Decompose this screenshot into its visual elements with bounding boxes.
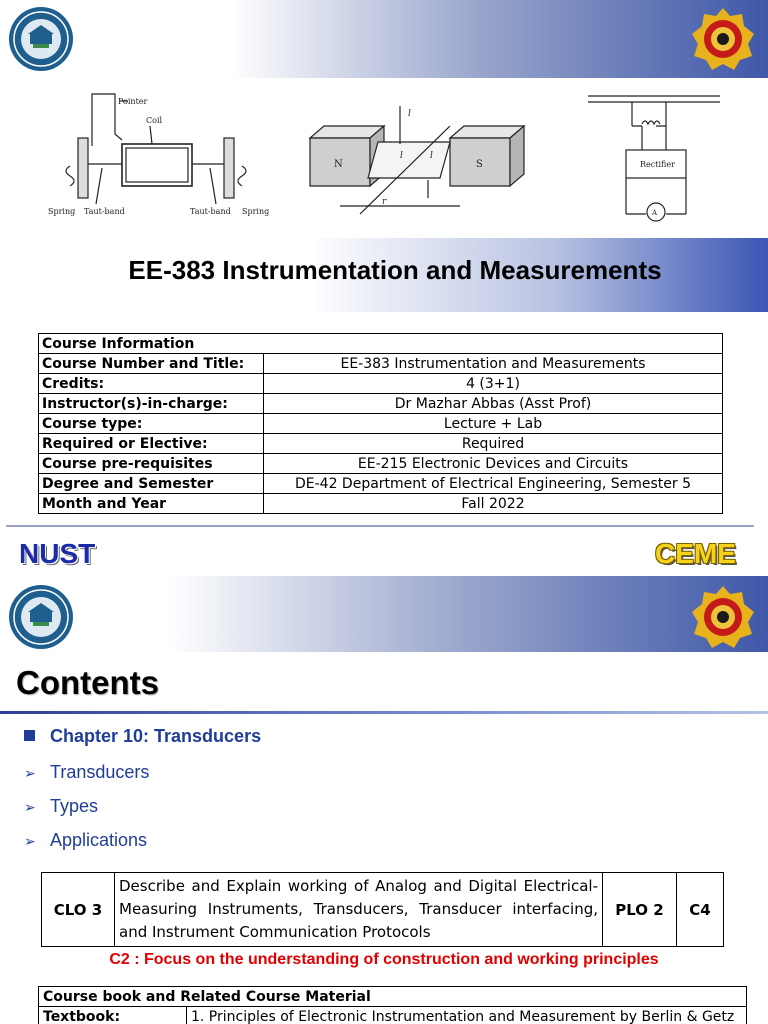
spring-right-label: Spring [242, 207, 270, 216]
textbook-value: 1. Principles of Electronic Instrumentation and Measurement by Berlin & Getz [187, 1007, 747, 1024]
row-key: Course Number and Title: [39, 354, 264, 374]
tautband-left-label: Taut-band [84, 207, 125, 216]
row-value: DE-42 Department of Electrical Engineering, Semester 5 [264, 474, 723, 494]
table-row [39, 474, 723, 494]
meter-label: A [652, 209, 658, 217]
pointer-label: Pointer [118, 97, 148, 106]
course-book-header: Course book and Related Course Material [39, 987, 747, 1007]
textbook-label: Textbook: [39, 1007, 187, 1024]
row-key: Degree and Semester [39, 474, 264, 494]
row-value: EE-215 Electronic Devices and Circuits [264, 454, 723, 474]
clo-label: CLO 3 [42, 873, 115, 947]
row-key: Course type: [39, 414, 264, 434]
chapter-label: Chapter 10: Transducers [50, 726, 262, 746]
row-key: Course pre-requisites [39, 454, 264, 474]
list-item-label: Applications [50, 830, 148, 850]
focus-note: C2 : Focus on the understanding of construction and working principles [109, 951, 659, 968]
table-row [39, 354, 723, 374]
course-info-table [38, 333, 723, 514]
taxonomy-level: C4 [677, 873, 724, 947]
arrow-bullet-icon: ➢ [24, 799, 36, 815]
list-item [24, 762, 149, 783]
rectifier-label: Rectifier [640, 160, 675, 169]
table-row [39, 414, 723, 434]
footer-divider [6, 525, 754, 527]
south-label: S [476, 159, 483, 170]
table-row [39, 1007, 747, 1024]
heading-rule [0, 711, 768, 714]
list-item [24, 830, 147, 851]
table-row [39, 434, 723, 454]
radius-label: r [382, 197, 387, 207]
row-key: Month and Year [39, 494, 264, 514]
table-row [39, 987, 747, 1007]
square-bullet-icon [24, 730, 35, 741]
nust-logo-text: NUST [19, 538, 96, 569]
course-info-header: Course Information [39, 334, 723, 354]
row-value: Dr Mazhar Abbas (Asst Prof) [264, 394, 723, 414]
row-value: Fall 2022 [264, 494, 723, 514]
ceme-logo-text: CEME [655, 538, 736, 569]
university-seal-logo [8, 584, 74, 650]
list-item [24, 796, 98, 817]
course-title: EE-383 Instrumentation and Measurements [128, 255, 662, 285]
coil-label: Coil [146, 116, 163, 125]
length-label-1: l [408, 109, 411, 119]
college-crest-logo [690, 6, 756, 72]
table-row [42, 873, 724, 947]
course-book-table [38, 986, 747, 1024]
arrow-bullet-icon: ➢ [24, 765, 36, 781]
chapter-heading [24, 726, 261, 747]
header-bar [0, 0, 768, 78]
table-row [39, 494, 723, 514]
row-value: 4 (3+1) [264, 374, 723, 394]
list-item-label: Types [50, 796, 99, 816]
list-item-label: Transducers [50, 762, 150, 782]
header-bar [0, 576, 768, 652]
table-row [39, 454, 723, 474]
row-value: EE-383 Instrumentation and Measurements [264, 354, 723, 374]
pmmc-movement-diagram [40, 86, 280, 226]
slide-contents [0, 576, 768, 1024]
table-row [39, 374, 723, 394]
table-row [39, 334, 723, 354]
rectifier-circuit-diagram [580, 86, 740, 230]
university-seal-logo [8, 6, 74, 72]
length-label-2: l [400, 151, 403, 161]
row-key: Instructor(s)-in-charge: [39, 394, 264, 414]
contents-heading: Contents [16, 664, 159, 701]
spring-left-label: Spring [48, 207, 76, 216]
length-label-3: l [430, 151, 433, 161]
row-key: Credits: [39, 374, 264, 394]
diagram-row [0, 84, 768, 234]
plo-label: PLO 2 [603, 873, 677, 947]
north-label: N [334, 159, 343, 170]
row-key: Required or Elective: [39, 434, 264, 454]
row-value: Required [264, 434, 723, 454]
table-row [39, 394, 723, 414]
magnet-coil-diagram [300, 86, 530, 226]
arrow-bullet-icon: ➢ [24, 833, 36, 849]
college-crest-logo [690, 584, 756, 650]
row-value: Lecture + Lab [264, 414, 723, 434]
clo-description: Describe and Explain working of Analog and Digital Electrical-Measuring Instruments, Transducers, Transducer interfacing, and Instrument Communication Protocols [115, 873, 603, 947]
tautband-right-label: Taut-band [190, 207, 231, 216]
clo-table [41, 872, 724, 947]
